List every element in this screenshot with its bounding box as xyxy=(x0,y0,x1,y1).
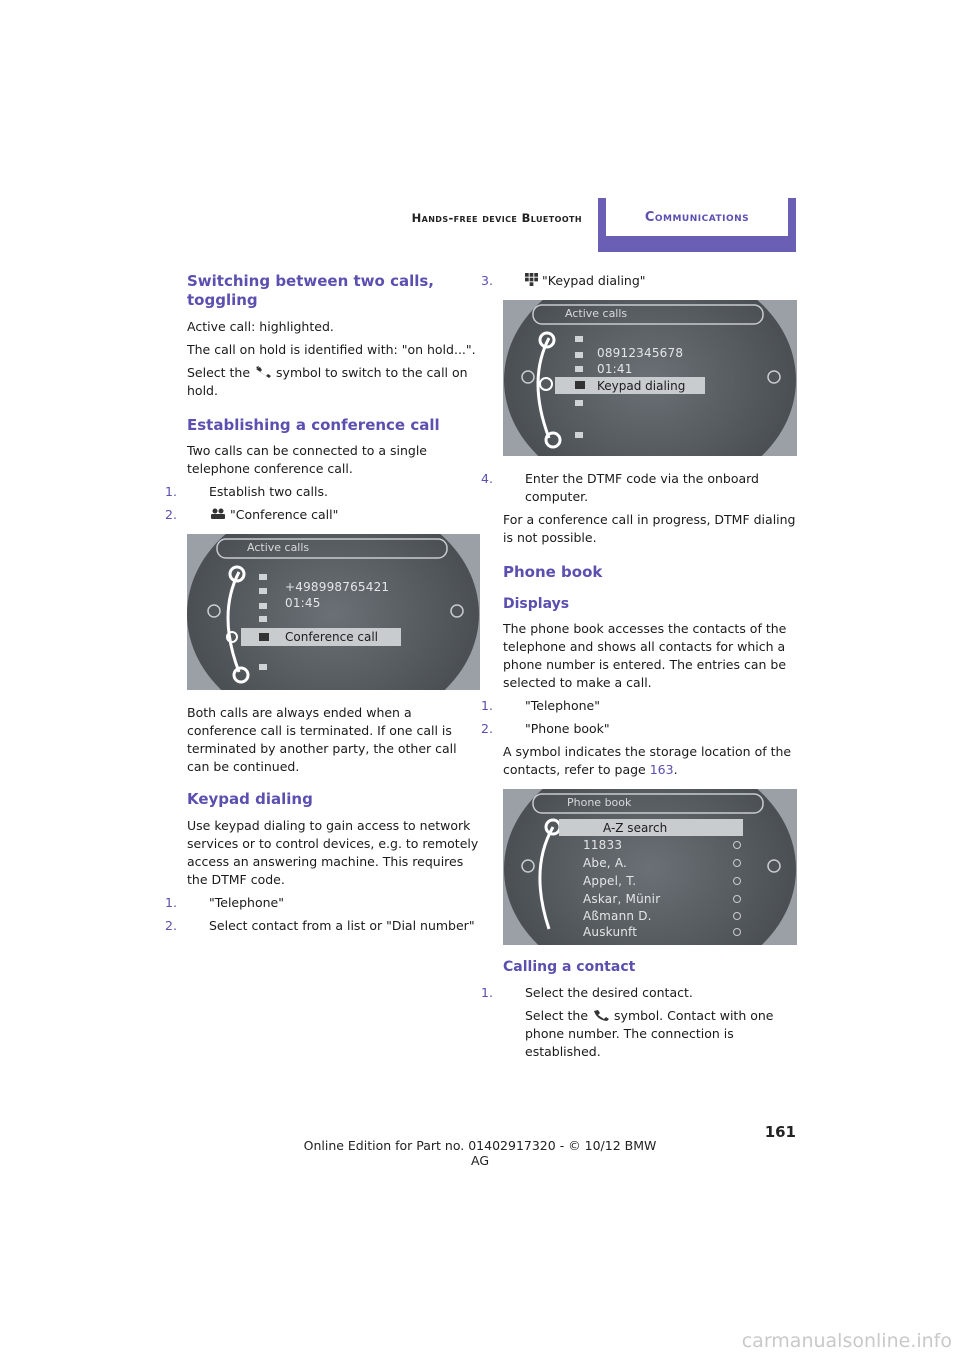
para-call-select: Select the symbol. Contact with one phone number. The connection is established. xyxy=(525,1007,774,1059)
contact-item: Appel, T. xyxy=(583,874,637,889)
screen-phone-book xyxy=(503,789,797,945)
right-column xyxy=(481,272,797,1066)
call-step-1: 1. Select the desired contact. xyxy=(481,984,693,1000)
screen-title: Phone book xyxy=(567,796,632,810)
screen-number: 08912345678 xyxy=(597,346,684,360)
para-keypad: Use keypad dialing to gain access to network services or to control devices, e.g. to remotely access an answering machine. This requires the DTMF code. xyxy=(187,818,479,887)
contact-item: Askar, Münir xyxy=(583,892,661,907)
contact-item: Auskunft xyxy=(583,925,638,940)
screen-number: +498998765421 xyxy=(285,580,390,595)
heading-calling-contact: Calling a contact xyxy=(503,959,636,976)
screen-keypad-dialing xyxy=(503,300,797,456)
contact-item: Abe, A. xyxy=(583,856,628,871)
heading-conference: Establishing a conference call xyxy=(187,415,440,434)
screen-highlight: Keypad dialing xyxy=(597,379,686,393)
running-header: Hands-free device Bluetooth xyxy=(411,211,582,225)
para-active-call: Active call: highlighted. xyxy=(187,318,334,334)
page-number: 161 xyxy=(764,1123,796,1141)
phone-switch-icon xyxy=(254,366,272,378)
kp-step-4: 4. Enter the DTMF code via the onboard computer. xyxy=(481,471,759,504)
phone-icon xyxy=(592,1009,610,1021)
conf-step-2: 2. "Conference call" xyxy=(165,507,339,523)
para-conference: Two calls can be connected to a single telephone conference call. xyxy=(187,443,427,477)
heading-toggling: Switching between two calls, toggling xyxy=(187,272,434,309)
para-displays: The phone book accesses the contacts of the telephone and shows all contacts for which a phone number is entered. The entries can be selected to make a call. xyxy=(503,621,787,691)
contact-item: Aßmann D. xyxy=(583,909,652,924)
screen-time: 01:45 xyxy=(285,596,321,611)
heading-phone-book: Phone book xyxy=(503,563,603,581)
para-select-symbol: Select the symbol to switch to the call on hold. xyxy=(187,364,468,398)
screen-time: 01:41 xyxy=(597,362,633,376)
heading-keypad: Keypad dialing xyxy=(187,790,313,809)
para-calls-ended: Both calls are always ended when a conference call is terminated. If one call is terminated by another party, the other call can be continued. xyxy=(187,705,457,775)
kp-step-1: 1. "Telephone" xyxy=(165,895,284,910)
para-on-hold: The call on hold is identified with: "on hold...". xyxy=(187,341,476,357)
conference-call-icon xyxy=(209,508,227,520)
pb-step-2: 2. "Phone book" xyxy=(481,721,610,737)
kp-step-3: 3. "Keypad dialing" xyxy=(481,273,646,288)
pb-step-1: 1. "Telephone" xyxy=(481,698,600,714)
para-storage-symbol: A symbol indicates the storage location of the contacts, refer to page 163. xyxy=(503,744,792,778)
screen-title: Active calls xyxy=(247,541,310,555)
left-column xyxy=(165,272,480,940)
screen-search: A-Z search xyxy=(603,821,668,836)
kp-step-2: 2. Select contact from a list or "Dial number" xyxy=(165,918,475,933)
chapter-tab xyxy=(598,198,796,252)
watermark: carmanualsonline.info xyxy=(741,1330,952,1352)
heading-displays: Displays xyxy=(503,595,570,612)
chapter-title: Communications xyxy=(644,209,750,225)
para-dtmf: For a conference call in progress, DTMF dialing is not possible. xyxy=(503,512,796,545)
conf-step-1: 1. Establish two calls. xyxy=(165,484,328,500)
edition-note: Online Edition for Part no. 01402917320 - © 10/12 BMW AG xyxy=(303,1138,657,1168)
screen-title: Active calls xyxy=(565,307,628,320)
screen-conference-call xyxy=(187,534,480,690)
screen-highlight: Conference call xyxy=(285,630,379,645)
keypad-icon xyxy=(525,273,538,286)
contact-item: 11833 xyxy=(583,838,623,853)
page-link[interactable]: 163 xyxy=(649,762,674,778)
